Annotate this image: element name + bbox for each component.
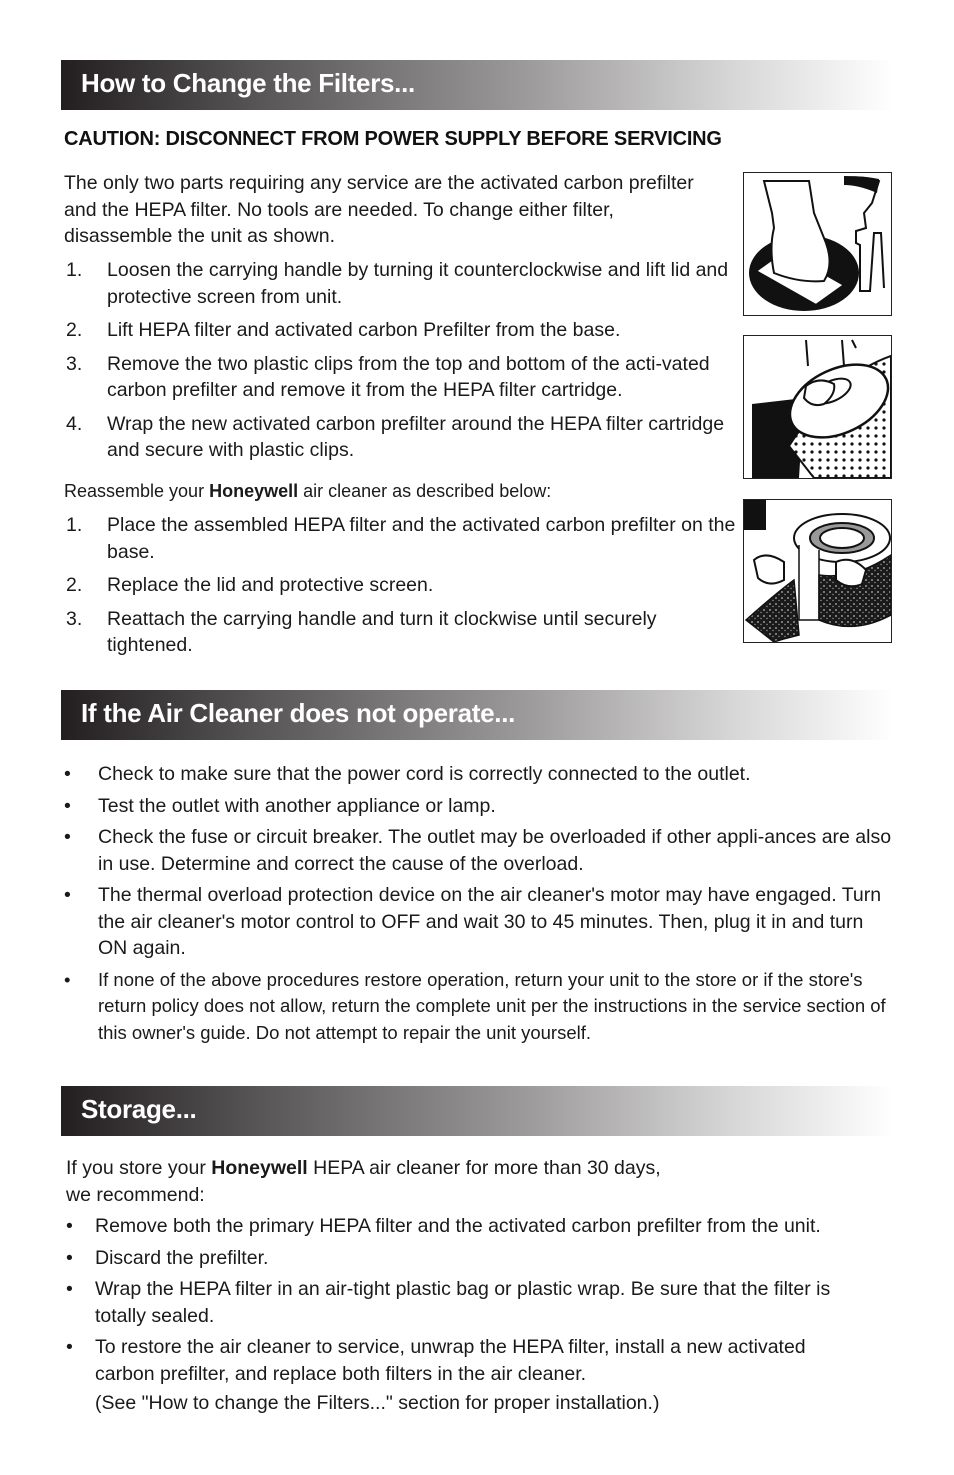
step-text: Reattach the carrying handle and turn it clockwise until securely tightened.: [107, 607, 657, 656]
step-number: 4.: [66, 412, 83, 435]
bullet-icon: •: [64, 763, 71, 785]
step-item: [64, 351, 734, 404]
bullet-icon: •: [66, 1215, 73, 1237]
bullet-icon: •: [64, 794, 71, 817]
step-number: 1.: [66, 259, 83, 281]
step-item: [64, 572, 744, 599]
lifting-filter-drawing: [744, 336, 891, 478]
bullet-icon: •: [64, 884, 71, 906]
list-item-text: Remove both the primary HEPA filter and the activated carbon prefilter from the unit.: [95, 1215, 821, 1237]
step-text: Remove the two plastic clips from the top and bottom of the acti-vated carbon prefilter and remove it from the HEPA filter cartridge.: [107, 352, 710, 401]
step-item: [64, 257, 734, 310]
intro-paragraph: The only two parts requiring any service are the activated carbon prefilter and the HEPA filter. No tools are needed. To change either filter, disassemble the unit as shown.: [64, 172, 694, 247]
illustration-lifting-filter: [743, 335, 892, 479]
reassemble-steps: [64, 512, 744, 666]
section-banner-not-operate: [61, 690, 894, 740]
list-item-text: If none of the above procedures restore operation, return your unit to the store or if the store's return policy does not allow, return the complete unit per the instructions in the service section of this owner's guide. Do not attempt to repair the unit yourself.: [98, 968, 886, 1043]
list-item: [66, 1245, 896, 1272]
bullet-icon: •: [64, 968, 71, 990]
step-number: 2.: [66, 574, 83, 596]
step-item: [64, 606, 744, 659]
list-item: [66, 1213, 896, 1240]
step-text: Wrap the new activated carbon prefilter around the HEPA filter cartridge and secure with plastic clips.: [107, 412, 725, 461]
step-number: 2.: [66, 319, 83, 341]
storage-note: (See "How to change the Filters..." section for proper installation.): [95, 1392, 660, 1414]
list-item-text: To restore the air cleaner to service, unwrap the HEPA filter, install a new activated carbon prefilter, and replace both filters in the air cleaner.: [95, 1336, 806, 1385]
section-title: If the Air Cleaner does not operate...: [81, 698, 516, 728]
storage-intro-text: If you store your: [66, 1157, 212, 1179]
list-item: [66, 1276, 855, 1329]
step-text: Place the assembled HEPA filter and the activated carbon prefilter on the base.: [107, 514, 736, 563]
list-item: [64, 761, 894, 788]
storage-intro: [66, 1155, 886, 1208]
troubleshooting-list: [64, 761, 894, 1051]
hand-turning-handle-drawing: [744, 173, 891, 315]
bullet-icon: •: [66, 1278, 73, 1300]
brand-name: Honeywell: [211, 1157, 308, 1179]
reassemble-intro-text: air cleaner as described below:: [298, 481, 552, 501]
storage-intro-text: we recommend:: [66, 1183, 205, 1206]
list-item: [64, 793, 894, 820]
storage-intro-text: HEPA air cleaner for more than 30 days,: [307, 1157, 661, 1179]
bullet-icon: •: [66, 1246, 73, 1269]
illustration-hand-turning-handle: [743, 172, 892, 316]
illustration-wrapping-prefilter: [743, 499, 892, 643]
step-item: [64, 411, 734, 464]
disassemble-steps: [64, 257, 734, 471]
step-item: [64, 317, 734, 344]
list-item-text: Test the outlet with another appliance or lamp.: [98, 794, 496, 817]
bullet-icon: •: [66, 1336, 73, 1358]
list-item: [66, 1334, 815, 1387]
bullet-icon: •: [64, 826, 71, 848]
brand-name: Honeywell: [209, 481, 299, 501]
section-title: Storage...: [81, 1094, 197, 1124]
step-number: 1.: [66, 514, 83, 536]
step-text: Loosen the carrying handle by turning it counterclockwise and lift lid and protective screen from unit.: [107, 259, 729, 308]
reassemble-intro-text: Reassemble your: [64, 481, 210, 501]
caution-heading: CAUTION: DISCONNECT FROM POWER SUPPLY BEFORE SERVICING: [64, 128, 722, 150]
list-item-text: The thermal overload protection device on the air cleaner's motor may have engaged. Turn the air cleaner's motor control to OFF and wait 30 to 45 minutes. Then, plug it in and turn ON again.: [98, 884, 882, 959]
list-item-text: Discard the prefilter.: [95, 1246, 269, 1269]
reassemble-intro: [64, 481, 724, 502]
step-number: 3.: [66, 352, 83, 375]
list-item: [64, 882, 894, 962]
list-item-text: Check to make sure that the power cord is correctly connected to the outlet.: [98, 763, 751, 785]
step-number: 3.: [66, 607, 83, 630]
step-item: [64, 512, 744, 565]
section-banner-change-filters: [61, 60, 894, 110]
section-title: How to Change the Filters...: [81, 68, 415, 98]
list-item-text: Wrap the HEPA filter in an air-tight plastic bag or plastic wrap. Be sure that the filter is totally sealed.: [95, 1278, 831, 1327]
section-banner-storage: [61, 1086, 894, 1136]
step-text: Lift HEPA filter and activated carbon Prefilter from the base.: [107, 319, 621, 341]
wrapping-prefilter-drawing: [744, 500, 891, 642]
storage-list: [66, 1213, 896, 1392]
list-item: [64, 824, 894, 877]
list-item: [64, 967, 894, 1047]
list-item-text: Check the fuse or circuit breaker. The outlet may be overloaded if other appli-ances are also in use. Determine and correct the cause of the overload.: [98, 826, 892, 875]
step-text: Replace the lid and protective screen.: [107, 574, 434, 596]
